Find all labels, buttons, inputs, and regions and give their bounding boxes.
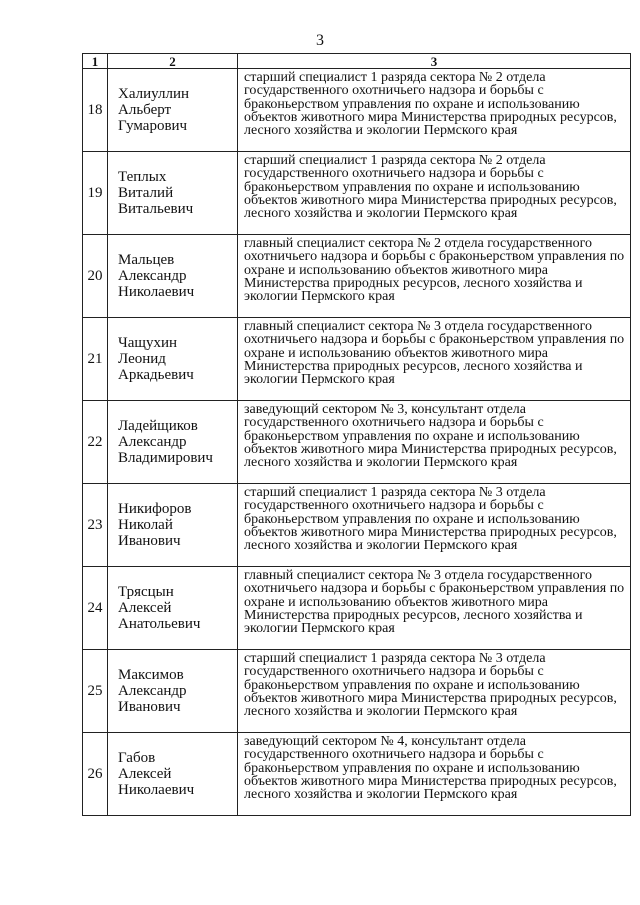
first-name: Виталий (118, 185, 174, 201)
person-name-cell (108, 567, 238, 650)
person-name-cell (108, 152, 238, 235)
table-row (83, 69, 631, 152)
patronymic: Иванович (118, 533, 181, 549)
surname: Никифоров (118, 501, 192, 517)
position-cell: главный специалист сектора № 2 отдела государственного охотничьего надзора и борьбы с браконьерством управления по охране и использованию объектов животного мира Министерства природных ресурсов, лесного хозяйства и экологии Пермского края (238, 235, 631, 318)
table-row (83, 484, 631, 567)
patronymic: Гумарович (118, 118, 188, 134)
row-number: 18 (83, 69, 108, 152)
person-name-cell (108, 235, 238, 318)
surname: Чащухин (118, 335, 178, 351)
row-number: 26 (83, 733, 108, 816)
patronymic: Анатольевич (118, 616, 201, 632)
position-cell: главный специалист сектора № 3 отдела государственного охотничьего надзора и борьбы с браконьерством управления по охране и использованию объектов животного мира Министерства природных ресурсов, лесного хозяйства и экологии Пермского края (238, 567, 631, 650)
first-name: Леонид (118, 351, 166, 367)
surname: Трясцын (118, 584, 174, 600)
person-name-cell (108, 69, 238, 152)
person-name-cell (108, 318, 238, 401)
row-number: 24 (83, 567, 108, 650)
patronymic: Николаевич (118, 284, 195, 300)
table-row (83, 318, 631, 401)
surname: Мальцев (118, 252, 175, 268)
person-name-cell (108, 401, 238, 484)
first-name: Александр (118, 268, 187, 284)
patronymic: Николаевич (118, 782, 195, 798)
row-number: 21 (83, 318, 108, 401)
page-number: 3 (316, 32, 324, 49)
patronymic: Витальевич (118, 201, 194, 217)
table-row (83, 733, 631, 816)
row-number: 23 (83, 484, 108, 567)
first-name: Александр (118, 683, 187, 699)
surname: Теплых (118, 169, 167, 185)
position-cell: главный специалист сектора № 3 отдела государственного охотничьего надзора и борьбы с браконьерством управления по охране и использованию объектов животного мира Министерства природных ресурсов, лесного хозяйства и экологии Пермского края (238, 318, 631, 401)
column-header-number: 1 (83, 54, 108, 69)
table-row (83, 152, 631, 235)
position-cell: старший специалист 1 разряда сектора № 3 отдела государственного охотничьего надзора и борьбы с браконьерством управления по охране и использованию объектов животного мира Министерства природных ресурсов, лесного хозяйства и экологии Пермского края (238, 484, 631, 567)
person-name-cell (108, 733, 238, 816)
first-name: Альберт (118, 102, 172, 118)
table-row (83, 401, 631, 484)
table-row (83, 235, 631, 318)
first-name: Николай (118, 517, 173, 533)
first-name: Алексей (118, 600, 172, 616)
first-name: Александр (118, 434, 187, 450)
row-number: 22 (83, 401, 108, 484)
person-name-cell (108, 650, 238, 733)
row-number: 19 (83, 152, 108, 235)
position-cell: заведующий сектором № 4, консультант отдела государственного охотничьего надзора и борьбы с браконьерством управления по охране и использованию объектов животного мира Министерства природных ресурсов, лесного хозяйства и экологии Пермского края (238, 733, 631, 816)
position-cell: старший специалист 1 разряда сектора № 3 отдела государственного охотничьего надзора и борьбы с браконьерством управления по охране и использованию объектов животного мира Министерства природных ресурсов, лесного хозяйства и экологии Пермского края (238, 650, 631, 733)
staff-table (82, 53, 631, 816)
table-header-row (83, 54, 631, 69)
table-row (83, 567, 631, 650)
surname: Габов (118, 750, 156, 766)
first-name: Алексей (118, 766, 172, 782)
position-cell: старший специалист 1 разряда сектора № 2 отдела государственного охотничьего надзора и борьбы с браконьерством управления по охране и использованию объектов животного мира Министерства природных ресурсов, лесного хозяйства и экологии Пермского края (238, 69, 631, 152)
table-row (83, 650, 631, 733)
surname: Максимов (118, 667, 184, 683)
position-cell: старший специалист 1 разряда сектора № 2 отдела государственного охотничьего надзора и борьбы с браконьерством управления по охране и использованию объектов животного мира Министерства природных ресурсов, лесного хозяйства и экологии Пермского края (238, 152, 631, 235)
row-number: 25 (83, 650, 108, 733)
surname: Халиуллин (118, 86, 190, 102)
table-body (83, 69, 631, 816)
position-cell: заведующий сектором № 3, консультант отдела государственного охотничьего надзора и борьбы с браконьерством управления по охране и использованию объектов животного мира Министерства природных ресурсов, лесного хозяйства и экологии Пермского края (238, 401, 631, 484)
column-header-name: 2 (108, 54, 238, 69)
patronymic: Владимирович (118, 450, 213, 466)
patronymic: Аркадьевич (118, 367, 194, 383)
row-number: 20 (83, 235, 108, 318)
patronymic: Иванович (118, 699, 181, 715)
person-name-cell (108, 484, 238, 567)
surname: Ладейщиков (118, 418, 198, 434)
column-header-position: 3 (238, 54, 631, 69)
